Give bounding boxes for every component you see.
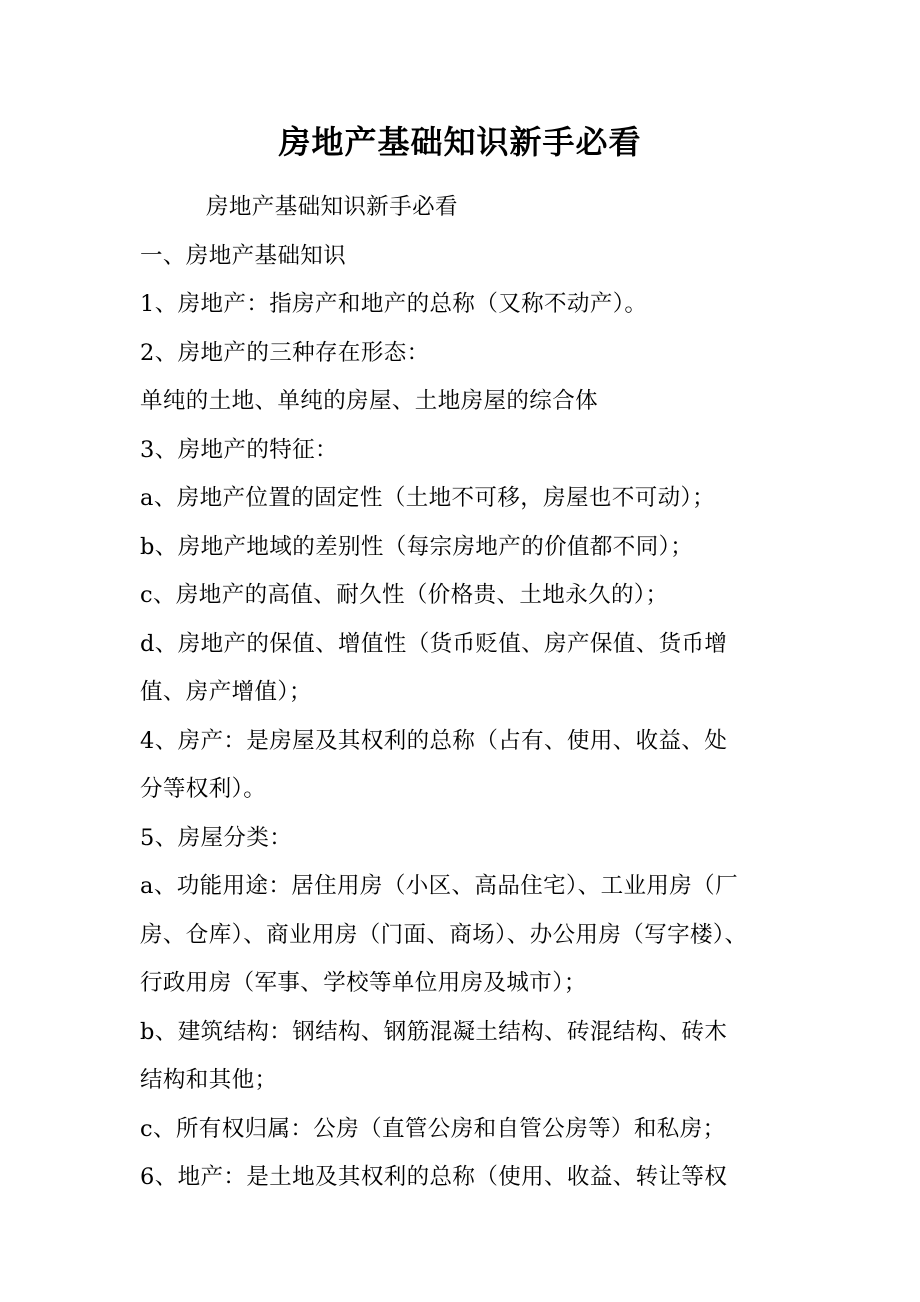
text-line: b、建筑结构：钢结构、钢筋混凝土结构、砖混结构、砖木	[140, 1018, 728, 1045]
text-line: b、房地产地域的差别性（每宗房地产的价值都不同）；	[140, 533, 694, 560]
text-line: 行政用房（军事、学校等单位用房及城市）；	[140, 970, 587, 996]
section-heading: 一、房地产基础知识	[140, 242, 347, 269]
document-body	[140, 183, 790, 1202]
text-line: 单纯的土地、单纯的房屋、土地房屋的综合体	[140, 388, 599, 414]
text-line: a、房地产位置的固定性（土地不可移，房屋也不可动）；	[140, 485, 716, 511]
text-line: c、房地产的高值、耐久性（价格贵、土地永久的）；	[140, 582, 669, 608]
text-line: a、功能用途：居住用房（小区、高品住宅）、工业用房（厂	[140, 873, 738, 899]
subtitle-line: 房地产基础知识新手必看	[206, 194, 458, 220]
text-line: 4、房产：是房屋及其权利的总称（占有、使用、收益、处	[140, 727, 728, 754]
text-line: 2、房地产的三种存在形态：	[140, 339, 430, 366]
text-line: 值、房产增值）；	[140, 679, 312, 705]
text-line: 分等权利）。	[140, 776, 267, 802]
text-line: c、所有权归属：公房（直管公房和自管公房等）和私房；	[140, 1115, 726, 1142]
text-line: 房、仓库）、商业用房（门面、商场）、办公用房（写字楼）、	[140, 921, 748, 948]
text-line: 结构和其他；	[140, 1067, 278, 1093]
text-line: d、房地产的保值、增值性（货币贬值、房产保值、货币增	[140, 630, 728, 657]
text-line: 6、地产：是土地及其权利的总称（使用、收益、转让等权	[140, 1164, 728, 1190]
text-line: 5、房屋分类：	[140, 824, 293, 851]
document-title: 房地产基础知识新手必看	[278, 123, 642, 161]
text-line: 3、房地产的特征：	[140, 436, 338, 463]
text-line: 1、房地产：指房产和地产的总称（又称不动产）。	[140, 291, 648, 317]
